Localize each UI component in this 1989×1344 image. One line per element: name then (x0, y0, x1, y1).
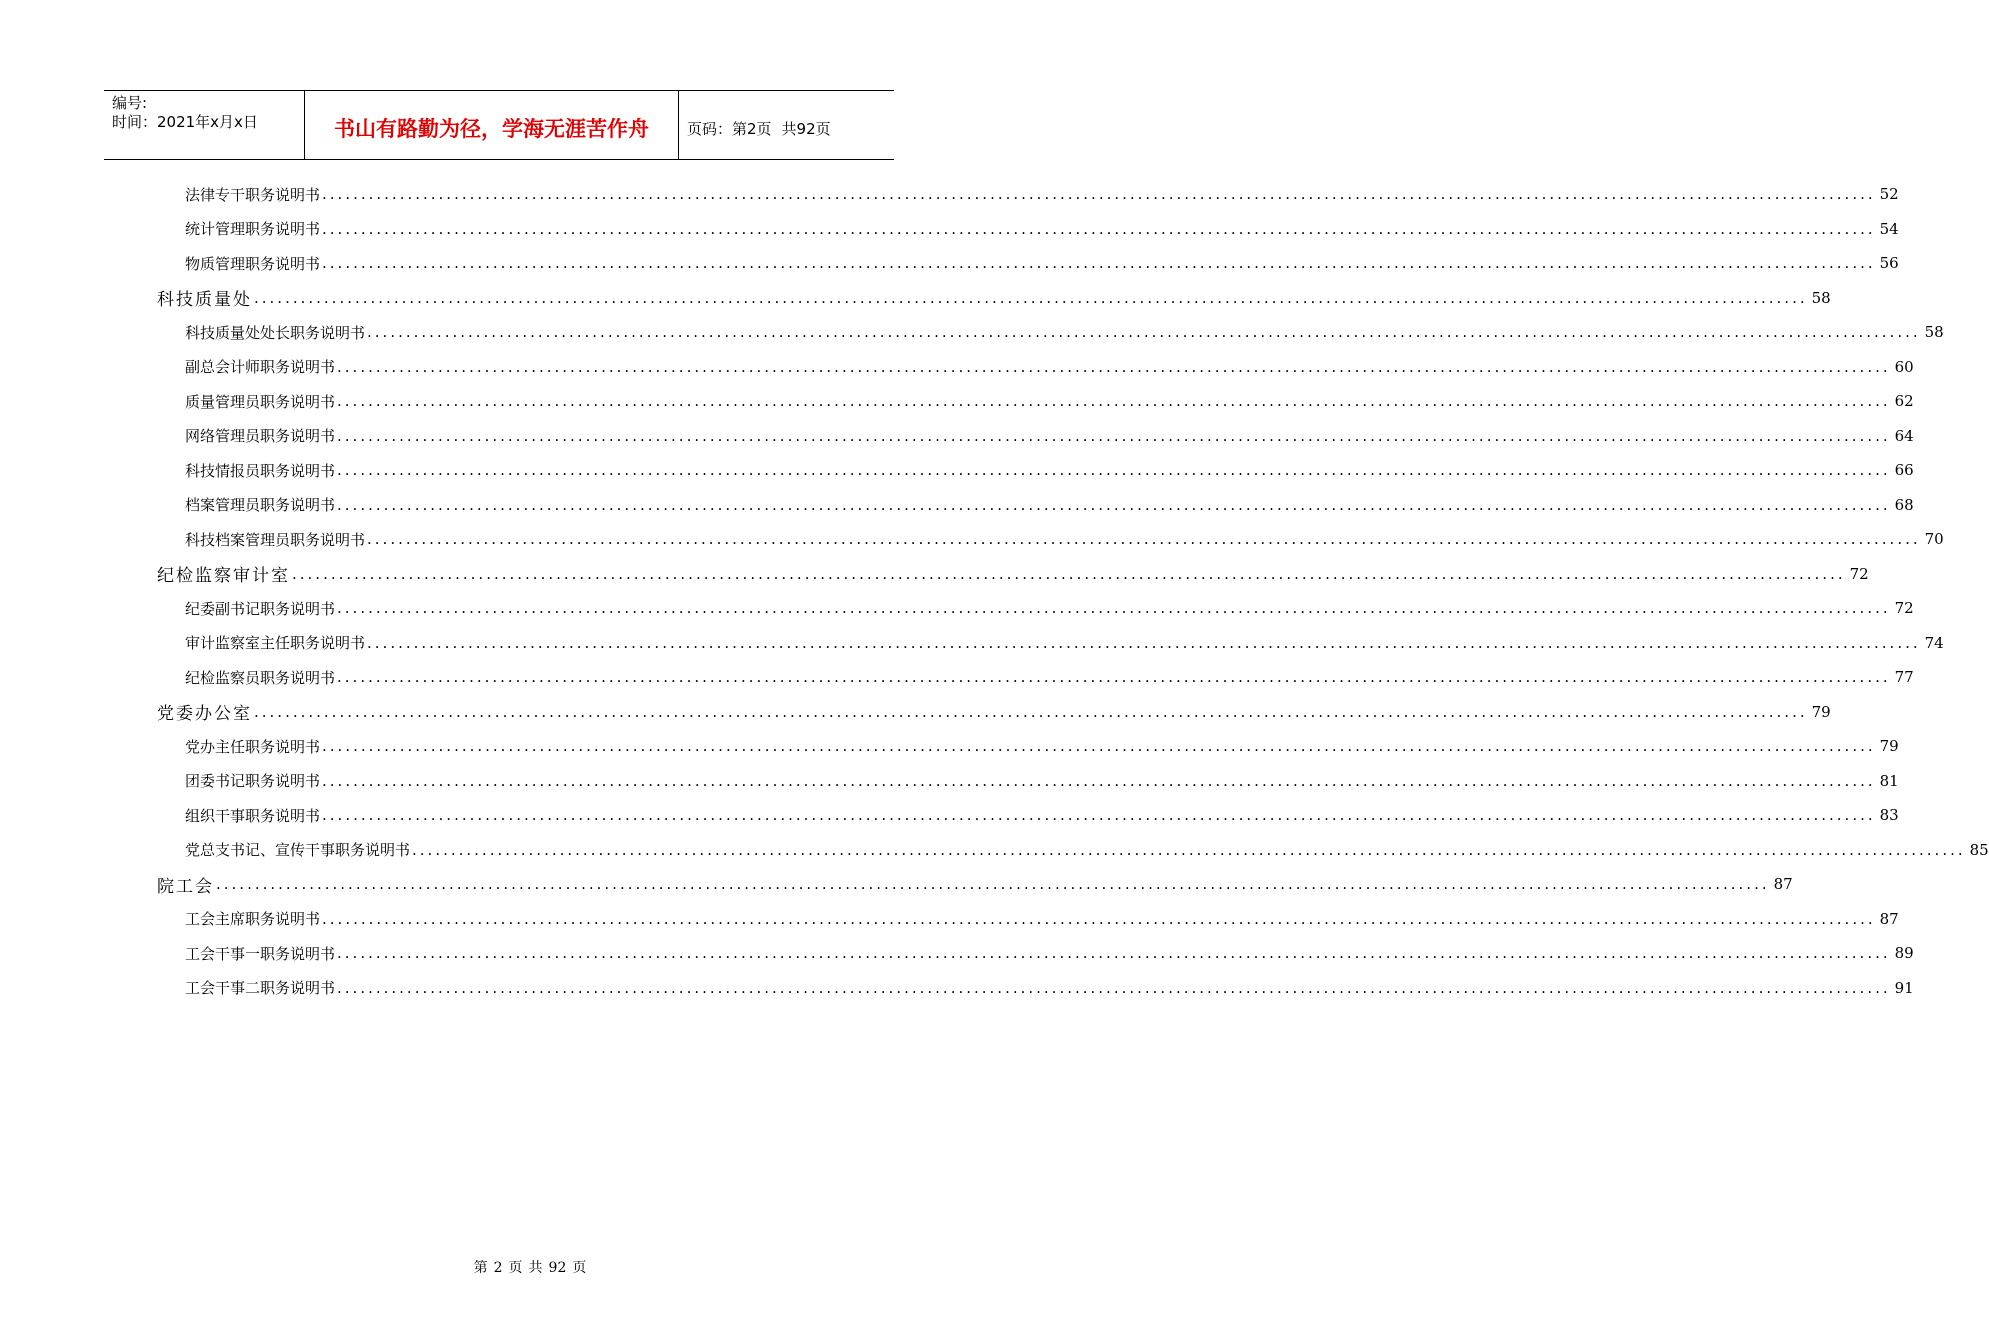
toc-entry[interactable] (185, 971, 1914, 1005)
toc-entry[interactable] (185, 936, 1914, 970)
toc-section-entry[interactable] (157, 557, 1869, 591)
toc-section-entry[interactable] (157, 867, 1793, 901)
toc-entry-title: 统计管理职务说明书 (185, 220, 321, 238)
toc-dot-leader: ........................................................................................................................................................................................................ (337, 357, 1891, 376)
toc-entry[interactable] (185, 350, 1914, 384)
toc-section-entry[interactable] (157, 281, 1831, 315)
toc-entry[interactable] (185, 177, 1899, 211)
toc-entry-page: 68 (1894, 495, 1914, 514)
toc-dot-leader: ........................................................................................................................................................................................................ (254, 702, 1808, 721)
toc-entry-page: 52 (1879, 185, 1899, 203)
toc-entry-title: 工会干事二职务说明书 (185, 979, 336, 997)
toc-dot-leader: ........................................................................................................................................................................................................ (367, 323, 1921, 341)
toc-entry[interactable] (185, 488, 1914, 522)
toc-entry[interactable] (185, 246, 1899, 280)
toc-dot-leader: ........................................................................................................................................................................................................ (322, 909, 1876, 928)
toc-entry-title: 审计监察室主任职务说明书 (185, 634, 366, 652)
toc-entry-title: 网络管理员职务说明书 (185, 427, 336, 445)
header-motto: 书山有路勤为径，学海无涯苦作舟 (305, 91, 679, 159)
toc-entry-title: 法律专干职务说明书 (185, 185, 321, 204)
toc-dot-leader: ........................................................................................................................................................................................................ (337, 944, 1891, 962)
toc-entry[interactable] (185, 453, 1914, 487)
toc-entry-title: 副总会计师职务说明书 (185, 358, 336, 376)
toc-entry-page: 66 (1894, 461, 1914, 479)
toc-entry-page: 79 (1879, 737, 1899, 755)
toc-entry-page: 56 (1879, 254, 1899, 272)
toc-dot-leader: ........................................................................................................................................................................................................ (367, 530, 1921, 548)
toc-entry-page: 72 (1894, 599, 1914, 617)
toc-dot-leader: ........................................................................................................................................................................................................ (337, 461, 1891, 479)
footer-total-suffix: 页 (572, 1260, 587, 1276)
footer-total-prefix: 共 (528, 1260, 543, 1276)
toc-entry[interactable] (185, 729, 1899, 763)
toc-entry[interactable] (185, 591, 1914, 625)
toc-dot-leader: ........................................................................................................................................................................................................ (337, 599, 1891, 617)
toc-dot-leader: ........................................................................................................................................................................................................ (412, 840, 1966, 859)
toc-dot-leader: ........................................................................................................................................................................................................ (292, 564, 1846, 583)
toc-entry[interactable] (185, 522, 1944, 556)
toc-entry-page: 70 (1924, 530, 1944, 548)
toc-dot-leader: ........................................................................................................................................................................................................ (216, 875, 1770, 893)
toc-entry[interactable] (185, 315, 1944, 349)
toc-dot-leader: ........................................................................................................................................................................................................ (337, 978, 1891, 997)
toc-section-entry[interactable] (157, 695, 1831, 729)
header-page-info (679, 91, 894, 159)
toc-entry-page: 62 (1894, 392, 1914, 410)
toc-entry-page: 60 (1894, 357, 1914, 376)
toc-entry-title: 物质管理职务说明书 (185, 254, 321, 273)
toc-entry-title: 科技情报员职务说明书 (185, 461, 336, 480)
toc-entry-title: 纪检监察员职务说明书 (185, 668, 336, 687)
toc-entry[interactable] (185, 660, 1914, 694)
toc-entry-title: 质量管理员职务说明书 (185, 392, 336, 411)
toc-entry-title: 工会干事一职务说明书 (185, 944, 336, 963)
toc-entry-title: 纪检监察审计室 (157, 566, 290, 586)
toc-entry-title: 院工会 (157, 876, 214, 897)
toc-entry-title: 党委办公室 (157, 704, 252, 724)
toc-entry-page: 81 (1879, 771, 1899, 790)
toc-dot-leader: ........................................................................................................................................................................................................ (322, 185, 1876, 203)
toc-dot-leader: ........................................................................................................................................................................................................ (337, 668, 1891, 686)
toc-entry-page: 83 (1879, 806, 1899, 824)
toc-entry-page: 64 (1894, 426, 1914, 445)
toc-dot-leader: ........................................................................................................................................................................................................ (322, 806, 1876, 824)
toc-entry-page: 79 (1811, 702, 1831, 721)
toc-entry-title: 党办主任职务说明书 (185, 737, 321, 756)
toc-entry-title: 科技档案管理员职务说明书 (185, 530, 366, 549)
toc-entry-title: 团委书记职务说明书 (185, 772, 321, 790)
toc-entry[interactable] (185, 798, 1899, 832)
page-footer (0, 1257, 950, 1277)
toc-entry[interactable] (185, 833, 1989, 867)
footer-page-suffix: 页 (508, 1260, 523, 1276)
toc-entry[interactable] (185, 764, 1899, 798)
toc-entry[interactable] (185, 626, 1944, 660)
toc-dot-leader: ........................................................................................................................................................................................................ (322, 219, 1876, 238)
footer-total-number: 92 (548, 1260, 567, 1276)
document-time-label: 时间：2021年x月x日 (112, 113, 258, 131)
toc-entry-page: 58 (1924, 323, 1944, 341)
toc-entry-page: 54 (1879, 219, 1899, 238)
toc-dot-leader: ........................................................................................................................................................................................................ (337, 426, 1891, 445)
toc-dot-leader: ........................................................................................................................................................................................................ (322, 771, 1876, 790)
header-meta (104, 91, 305, 159)
toc-entry-page: 85 (1969, 840, 1989, 859)
toc-entry-page: 58 (1811, 288, 1831, 307)
toc-entry-title: 科技质量处处长职务说明书 (185, 323, 366, 342)
toc-entry-page: 89 (1894, 944, 1914, 962)
toc-entry-page: 77 (1894, 668, 1914, 686)
toc-entry[interactable] (185, 419, 1914, 453)
toc-entry-title: 科技质量处 (157, 290, 252, 310)
toc-dot-leader: ........................................................................................................................................................................................................ (337, 392, 1891, 410)
toc-entry-page: 87 (1773, 875, 1793, 893)
toc-entry-title: 纪委副书记职务说明书 (185, 599, 336, 618)
toc-dot-leader: ........................................................................................................................................................................................................ (322, 737, 1876, 755)
toc-entry-title: 档案管理员职务说明书 (185, 496, 336, 514)
toc-dot-leader: ........................................................................................................................................................................................................ (367, 633, 1921, 652)
toc-entry[interactable] (185, 384, 1914, 418)
toc-dot-leader: ........................................................................................................................................................................................................ (337, 495, 1891, 514)
toc-entry-page: 91 (1894, 978, 1914, 997)
toc-entry-page: 74 (1924, 633, 1944, 652)
document-number-label: 编号: (112, 94, 148, 112)
page-header (104, 90, 894, 160)
toc-dot-leader: ........................................................................................................................................................................................................ (254, 288, 1808, 307)
toc-entry[interactable] (185, 902, 1899, 936)
header-total-label: 共92页 (781, 119, 831, 138)
toc-entry[interactable] (185, 212, 1899, 246)
toc-entry-page: 72 (1849, 564, 1869, 583)
toc-entry-title: 工会主席职务说明书 (185, 910, 321, 928)
toc-entry-title: 组织干事职务说明书 (185, 806, 321, 825)
toc-entry-page: 87 (1879, 909, 1899, 928)
toc-entry-title: 党总支书记、宣传干事职务说明书 (185, 841, 411, 859)
footer-page-number: 2 (493, 1260, 503, 1276)
footer-page-prefix: 第 (473, 1260, 488, 1276)
header-page-label: 页码：第2页 (687, 119, 772, 138)
toc-dot-leader: ........................................................................................................................................................................................................ (322, 254, 1876, 272)
